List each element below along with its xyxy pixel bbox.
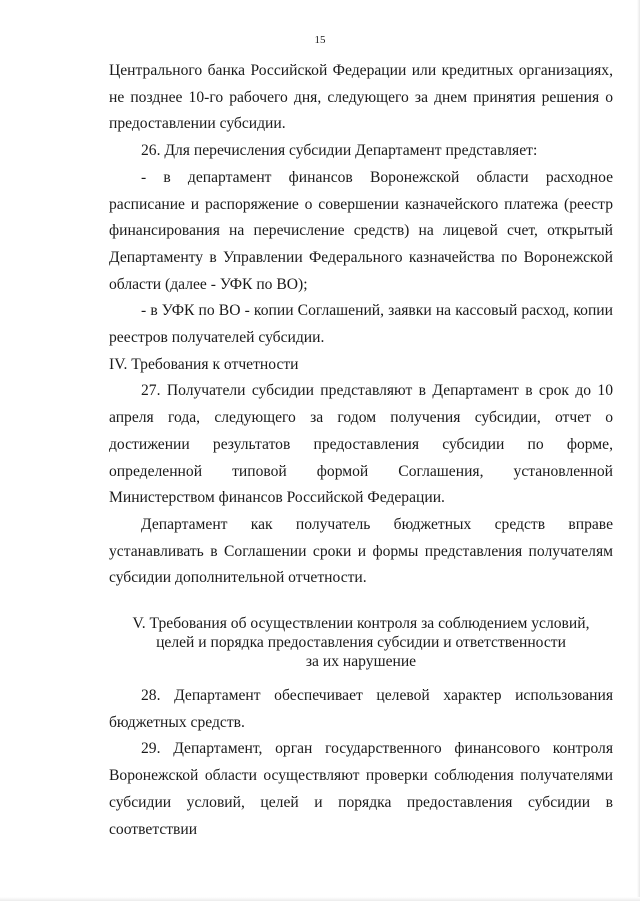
section-5-title <box>109 614 613 671</box>
section-5-title-line-3: за их нарушение <box>305 653 417 671</box>
paragraph-29: 29. Департамент, орган государственного финансового контроля Воронежской области осуществляют проверки соблюдения получателями субсидии условий, целей и порядка предоставления субсидии в соответствии <box>109 740 613 838</box>
section-5-title-line-1: V. Требования об осуществлении контроля за соблюдением условий, <box>132 615 590 633</box>
paragraph-27: 27. Получатели субсидии представляют в Департамент в срок до 10 апреля года, следующего за годом получения субсидии, отчет о достижении результатов предоставления субсидии по форме, определенной типовой формой Соглашения, установленной Министерством финансов Российской Федерации. <box>109 382 613 507</box>
page-number: 15 <box>314 34 326 46</box>
paragraph-26-item-2: - в УФК по ВО - копии Соглашений, заявки на кассовый расход, копии реестров получателей субсидии. <box>109 302 613 347</box>
section-4-title: IV. Требования к отчетности <box>109 355 299 373</box>
paragraph-26-intro: 26. Для перечисления субсидии Департамент представляет: <box>141 142 538 160</box>
paragraph-28: 28. Департамент обеспечивает целевой характер использования бюджетных средств. <box>109 687 613 731</box>
paragraph-continuation: Центрального банка Российской Федерации или кредитных организациях, не позднее 10-го рабочего дня, следующего за днем принятия решения о предоставлении субсидии. <box>109 62 613 133</box>
paragraph-27-continuation: Департамент как получатель бюджетных средств вправе устанавливать в Соглашении сроки и формы представления получателям субсидии дополнительной отчетности. <box>109 515 613 587</box>
section-5-title-line-2: целей и порядка предоставления субсидии и ответственности <box>156 634 566 652</box>
scan-bottom-shadow <box>0 897 640 901</box>
paragraph-26-item-1: - в департамент финансов Воронежской области расходное расписание и распоряжение о совершении казначейского платежа (реестр финансирования на перечисление средств) на лицевой счет, открытый Департаменту в Управлении Федерального казначейства по Воронежской области (далее - УФК по ВО); <box>109 168 613 293</box>
document-body <box>109 58 613 843</box>
